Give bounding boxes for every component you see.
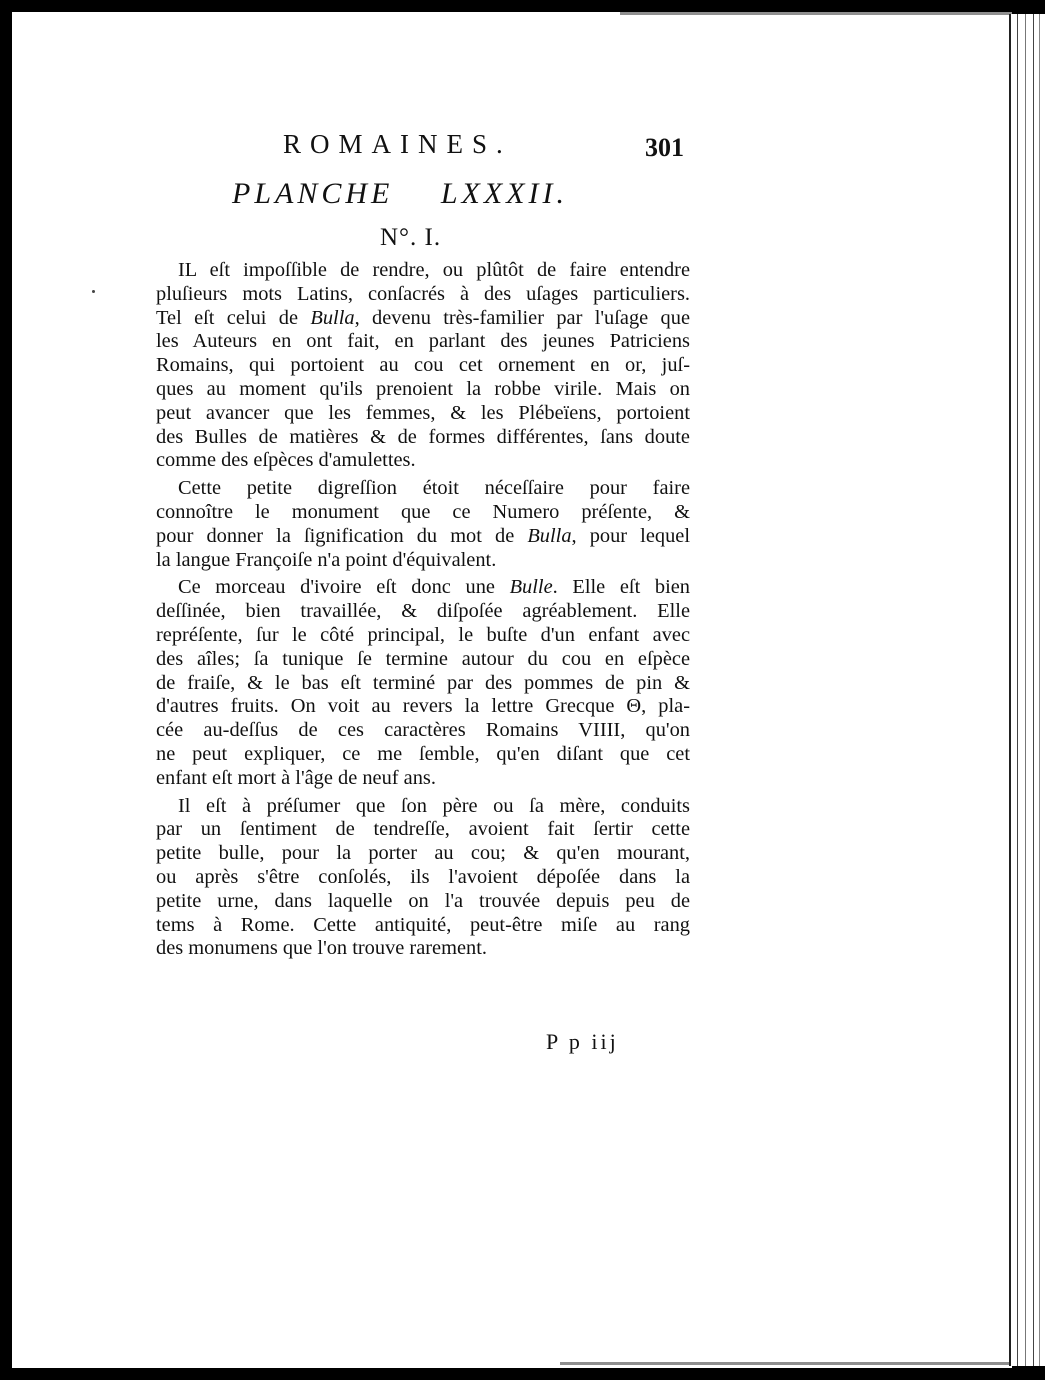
text-line: ques au moment qu'ils prenoient la robbe virile. Mais on	[156, 377, 690, 400]
text-line: Tel eſt celui de Bulla, devenu très-familier par l'uſage que	[156, 306, 690, 329]
text-line: par un ſentiment de tendreſſe, avoient fait ſertir cette	[156, 818, 690, 841]
text-line: deſſinée, bien travaillée, & diſpoſée agréablement. Elle	[156, 600, 690, 623]
scan-edge-bottom	[560, 1362, 1012, 1365]
text-line: pour donner la ſignification du mot de Bulla, pour lequel	[156, 524, 690, 547]
page-number: 301	[645, 133, 684, 162]
plate-number: N°. I.	[380, 224, 442, 251]
text-line: IL eſt impoſſible de rendre, ou plûtôt de faire entendre	[178, 259, 690, 281]
text-line: tems à Rome. Cette antiquité, peut-être miſe au rang	[156, 913, 690, 936]
text-line: des aîles; ſa tunique ſe termine autour du cou en eſpèce	[156, 647, 690, 670]
text-line: petite urne, dans laquelle on l'a trouvée depuis peu de	[156, 889, 690, 912]
text-line: Ce morceau d'ivoire eſt donc une Bulle. Elle eſt bien	[178, 576, 690, 599]
text-line: ou après s'être conſolés, ils l'avoient dépoſée dans la	[156, 865, 690, 888]
text-line: Il eſt à préſumer que ſon père ou ſa mère, conduits	[178, 794, 690, 817]
text-line: les Auteurs en ont fait, en parlant des jeunes Patriciens	[156, 330, 690, 353]
text-line: repréſente, ſur le côté principal, le buſte d'un enfant avec	[156, 623, 690, 646]
paragraph-1	[134, 259, 690, 473]
text-line: comme des eſpèces d'amulettes.	[156, 449, 416, 472]
text-line: ne peut expliquer, ce me ſemble, qu'en diſant que cet	[156, 742, 690, 765]
plate-title: PLANCHE LXXXII.	[232, 177, 568, 210]
text-line: connoître le monument que ce Numero préſente, &	[156, 500, 690, 523]
body-text	[134, 259, 690, 965]
page-edge-stack	[1009, 14, 1045, 1366]
text-line: petite bulle, pour la porter au cou; & qu'en mourant,	[156, 842, 690, 865]
signature-mark: P p iij	[546, 1029, 619, 1054]
text-line: enfant eſt mort à l'âge de neuf ans.	[156, 766, 436, 789]
text-line: peut avancer que les femmes, & les Plébeïens, portoient	[156, 401, 690, 424]
paragraph-4	[134, 795, 690, 962]
text-line: Cette petite digreſſion étoit néceſſaire pour faire	[178, 477, 690, 500]
text-line: des Bulles de matières & de formes différentes, ſans doute	[156, 425, 690, 448]
text-line: cée au-deſſus de ces caractères Romains VIIII, qu'on	[156, 719, 690, 742]
running-head: ROMAINES.	[283, 129, 512, 159]
text-line: Romains, qui portoient au cou cet ornement en or, juſ-	[156, 354, 690, 377]
paragraph-2	[134, 477, 690, 572]
text-line: de fraiſe, & le bas eſt terminé par des pommes de pin &	[156, 671, 690, 694]
scan-edge-top	[620, 12, 1012, 15]
text-line: pluſieurs mots Latins, conſacrés à des uſages particuliers.	[156, 282, 690, 305]
text-line: d'autres fruits. On voit au revers la lettre Grecque Θ, pla-	[156, 695, 690, 718]
text-line: la langue Françoiſe n'a point d'équivalent.	[156, 548, 497, 571]
paragraph-3	[134, 576, 690, 790]
text-line: des monumens que l'on trouve rarement.	[156, 937, 487, 960]
stray-ink-mark	[92, 290, 95, 293]
